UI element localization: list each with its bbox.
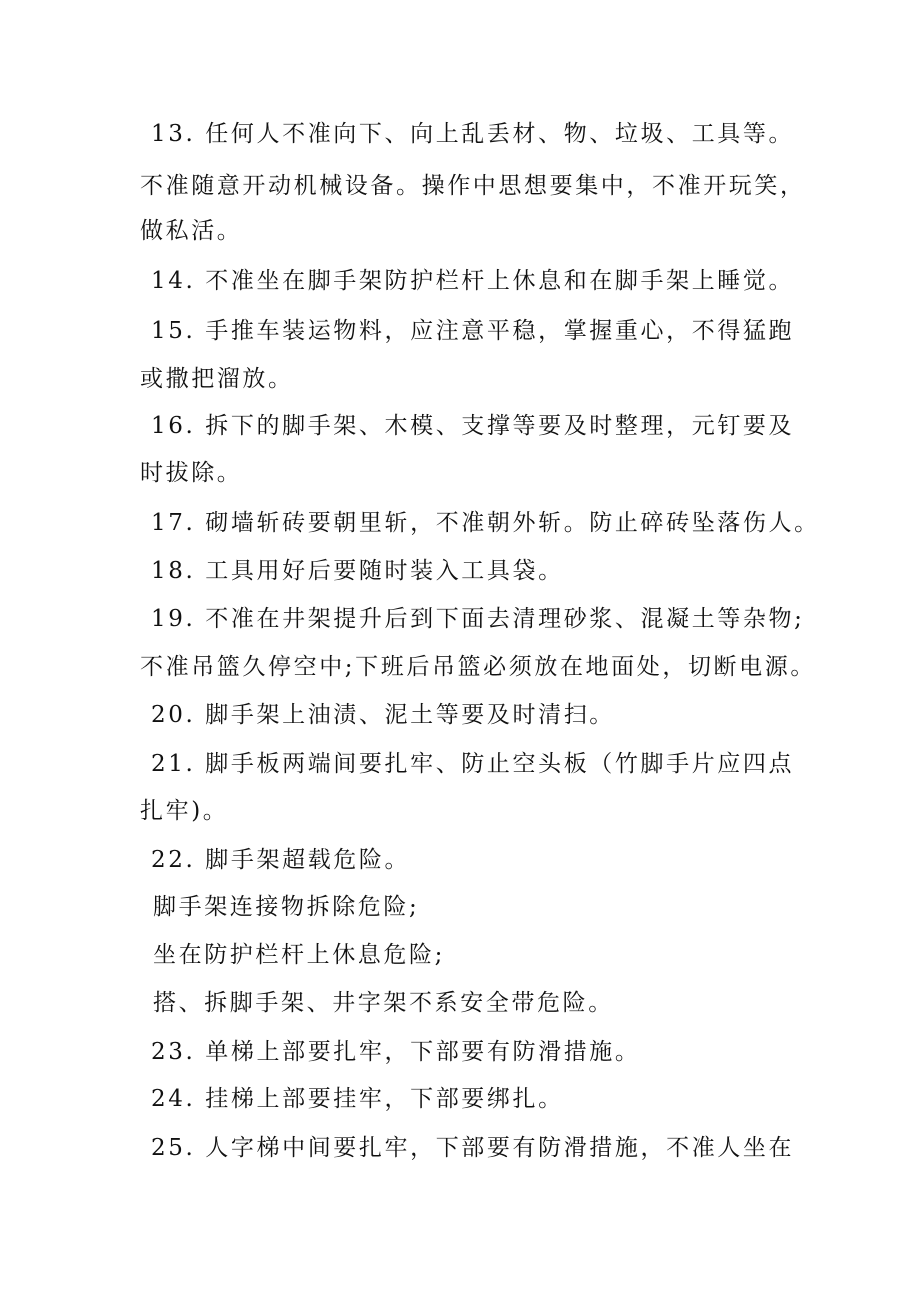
item-21-line-1: 21. 脚手板两端间要扎牢、防止空头板（竹脚手片应四点 <box>151 751 795 777</box>
item-22-line-1: 22. 脚手架超载危险。 <box>151 847 411 873</box>
item-22-line-2: 脚手架连接物拆除危险; <box>153 894 420 920</box>
item-15-line-2: 或撒把溜放。 <box>140 366 294 392</box>
item-25-line-1: 25. 人字梯中间要扎牢，下部要有防滑措施，不准人坐在 <box>151 1135 795 1161</box>
item-13-line-3: 做私活。 <box>140 218 243 244</box>
item-22-line-3: 坐在防护栏杆上休息危险; <box>153 942 445 968</box>
item-17-line-1: 17. 砌墙斩砖要朝里斩，不准朝外斩。防止碎砖坠落伤人。 <box>151 510 820 536</box>
item-15-line-1: 15. 手推车装运物料，应注意平稳，掌握重心，不得猛跑 <box>151 318 795 344</box>
item-16-line-1: 16. 拆下的脚手架、木模、支撑等要及时整理，元钉要及 <box>151 413 795 439</box>
item-13-line-2: 不准随意开动机械设备。操作中思想要集中，不准开玩笑， <box>140 173 806 199</box>
item-21-line-2: 扎牢)。 <box>140 798 229 824</box>
item-24-line-1: 24. 挂梯上部要挂牢，下部要绑扎。 <box>151 1086 564 1112</box>
item-13-line-1: 13. 任何人不准向下、向上乱丢材、物、垃圾、工具等。 <box>151 121 795 147</box>
item-14-line-1: 14. 不准坐在脚手架防护栏杆上休息和在脚手架上睡觉。 <box>151 268 795 294</box>
item-19-line-1: 19. 不准在井架提升后到下面去清理砂浆、混凝土等杂物; <box>151 606 805 632</box>
item-23-line-1: 23. 单梯上部要扎牢，下部要有防滑措施。 <box>151 1039 641 1065</box>
item-19-line-2: 不准吊篮久停空中;下班后吊篮必须放在地面处，切断电源。 <box>140 654 816 680</box>
item-18-line-1: 18. 工具用好后要随时装入工具袋。 <box>151 558 564 584</box>
item-16-line-2: 时拔除。 <box>140 460 243 486</box>
item-20-line-1: 20. 脚手架上油渍、泥土等要及时清扫。 <box>151 702 615 728</box>
item-22-line-4: 搭、拆脚手架、井字架不系安全带危险。 <box>153 990 614 1016</box>
